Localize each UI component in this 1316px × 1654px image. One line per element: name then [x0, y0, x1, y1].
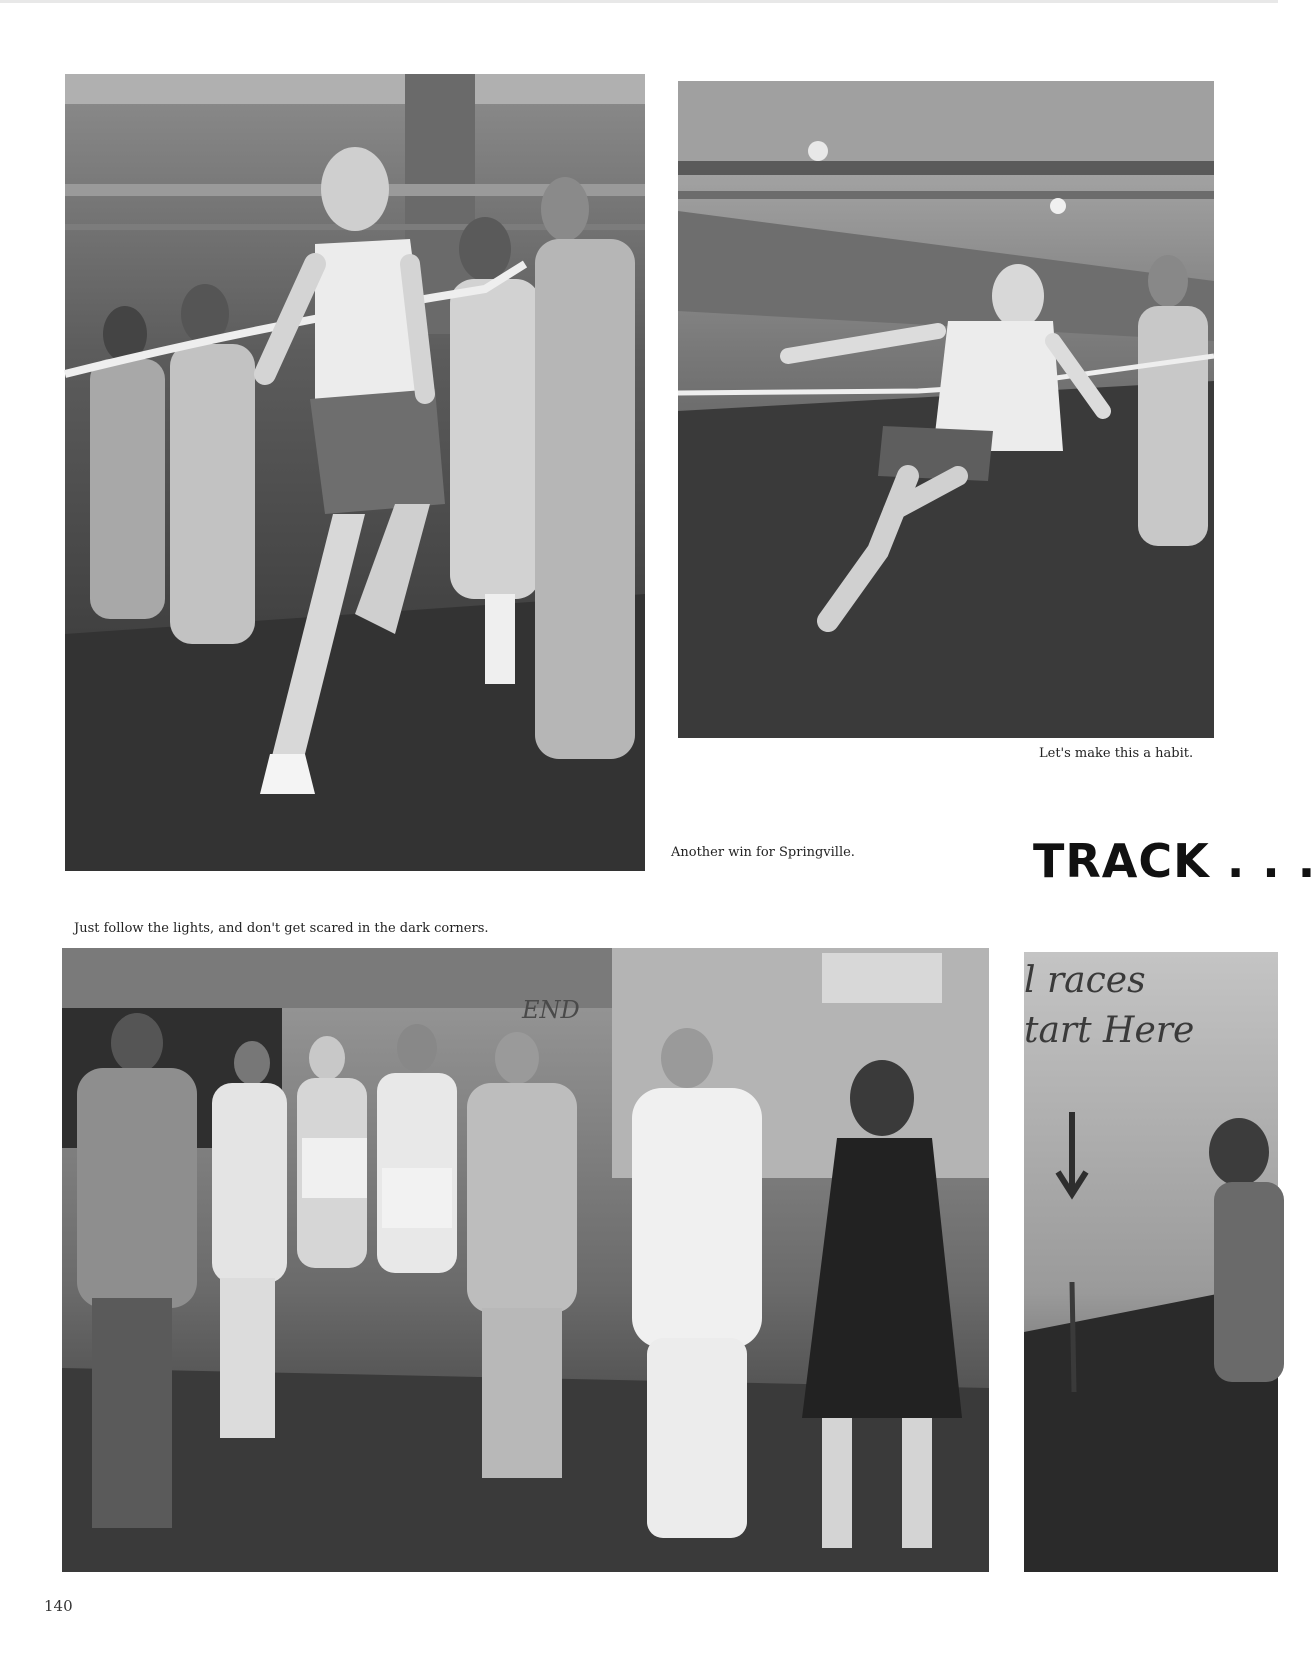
end-graffiti: END [522, 996, 580, 1024]
photo-races-start-here [1024, 952, 1278, 1572]
page-number: 140 [44, 1597, 73, 1615]
photo-runner-finish [65, 74, 645, 871]
photo-habit-finish [678, 81, 1214, 738]
races-graffiti-line1: l races [1024, 960, 1146, 1001]
photo-caption-dark-corners: Just follow the lights, and don't get scared in the dark corners. [74, 921, 489, 936]
races-graffiti-line2: tart Here [1024, 1010, 1195, 1051]
section-title: TRACK . . . [1033, 834, 1316, 888]
photo-caption-springville: Another win for Springville. [671, 845, 855, 860]
photo-caption-habit: Let's make this a habit. [1039, 746, 1194, 761]
page-top-edge [0, 0, 1278, 3]
photo-crowd-tunnel [62, 948, 989, 1572]
